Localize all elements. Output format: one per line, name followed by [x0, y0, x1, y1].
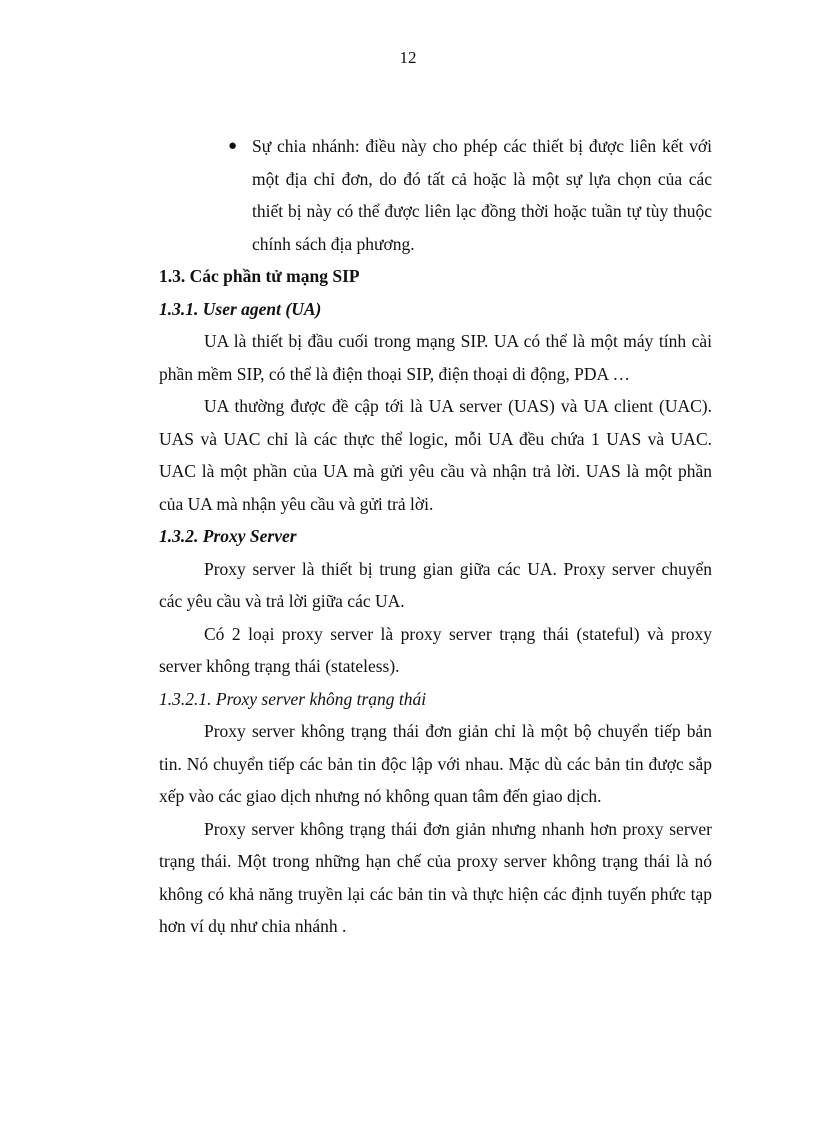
paragraph: UA thường được đề cập tới là UA server (UAS) và UA client (UAC). UAS và UAC chỉ là các thực thể logic, mỗi UA đều chứa 1 UAS và UAC. UAC là một phần của UA mà gửi yêu cầu và nhận trả lời. UAS là một phần của UA mà nhận yêu cầu và gửi trả lời.: [159, 396, 712, 514]
bullet-dot-icon: ●: [228, 138, 238, 154]
bullet-item: [159, 130, 712, 260]
subsection-heading-proxy: 1.3.2. Proxy Server: [159, 526, 297, 546]
page-number: 12: [399, 48, 417, 67]
subsection-heading-ua: 1.3.1. User agent (UA): [159, 298, 322, 319]
paragraph: UA là thiết bị đầu cuối trong mạng SIP. UA có thể là một máy tính cài phần mềm SIP, có thể là điện thoại SIP, điện thoại di động, PDA …: [159, 331, 712, 384]
subsubsection-heading-stateless: 1.3.2.1. Proxy server không trạng thái: [159, 688, 427, 709]
paragraph: Proxy server không trạng thái đơn giản nhưng nhanh hơn proxy server trạng thái. Một trong những hạn chế của proxy server không trạng thái là nó không có khả năng truyền lại các bản tin và thực hiện các định tuyến phức tạp hơn ví dụ như chia nhánh .: [159, 818, 712, 936]
paragraph: Có 2 loại proxy server là proxy server trạng thái (stateful) và proxy server không trạng thái (stateless).: [159, 623, 712, 676]
paragraph: Proxy server là thiết bị trung gian giữa các UA. Proxy server chuyển các yêu cầu và trả lời giữa các UA.: [159, 558, 712, 611]
paragraph: Proxy server không trạng thái đơn giản chỉ là một bộ chuyển tiếp bản tin. Nó chuyển tiếp các bản tin độc lập với nhau. Mặc dù các bản tin được sắp xếp vào các giao dịch nhưng nó không quan tâm đến giao dịch.: [159, 721, 712, 806]
bullet-text: Sự chia nhánh: điều này cho phép các thiết bị được liên kết với một địa chỉ đơn, do đó tất cả hoặc là một sự lựa chọn của các thiết bị này có thể được liên lạc đồng thời hoặc tuần tự tùy thuộc chính sách địa phương.: [252, 136, 712, 254]
section-heading: 1.3. Các phần tử mạng SIP: [159, 266, 360, 286]
document-body: [159, 130, 712, 943]
